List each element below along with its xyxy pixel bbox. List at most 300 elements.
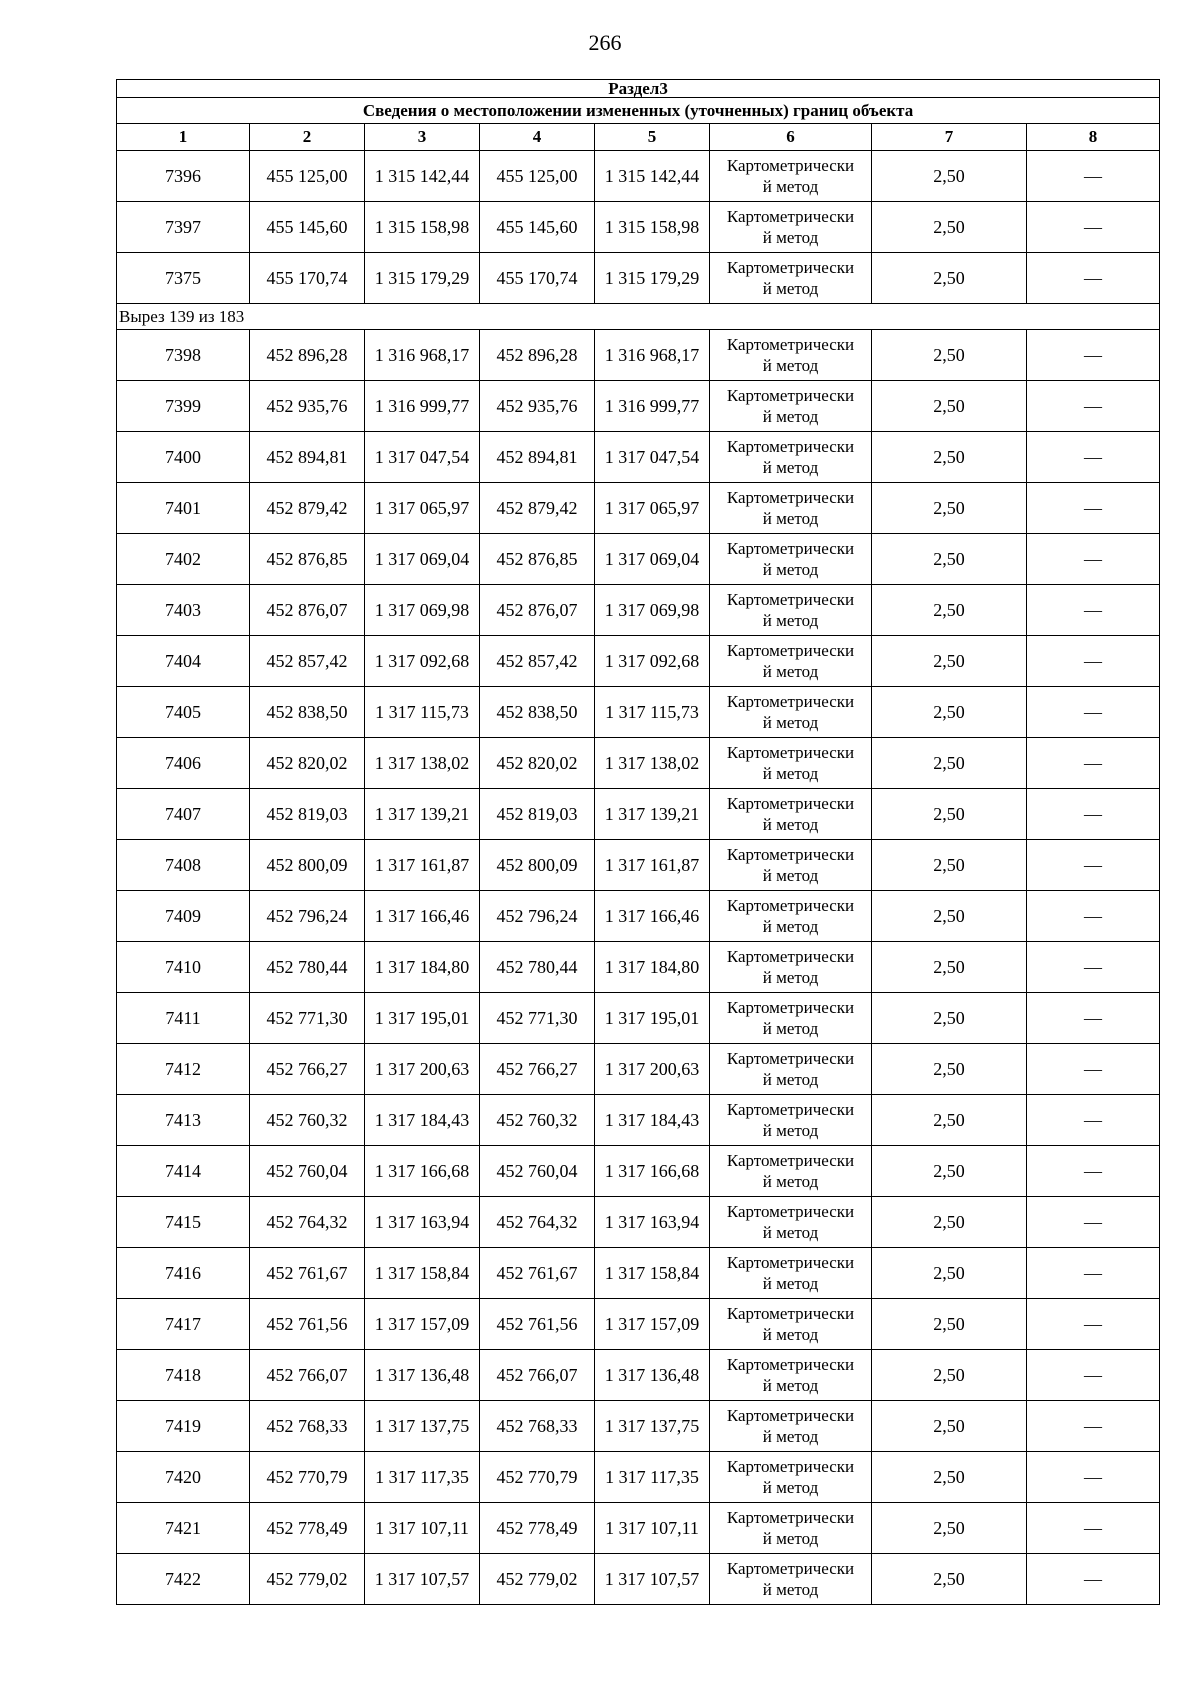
- existing-x-cell: 452 780,44: [250, 942, 365, 993]
- existing-x-cell: 452 820,02: [250, 738, 365, 789]
- method-line: й метод: [762, 1121, 819, 1140]
- refined-x-cell: 452 779,02: [480, 1554, 595, 1605]
- table-row: [117, 1197, 1160, 1248]
- existing-x-cell: 452 766,07: [250, 1350, 365, 1401]
- accuracy-cell: 2,50: [872, 891, 1027, 942]
- description-cell: —: [1027, 636, 1160, 687]
- point-number-cell: 7403: [117, 585, 250, 636]
- method-cell: [710, 1350, 872, 1401]
- section-label: Раздел3: [117, 80, 1160, 98]
- method-line: й метод: [762, 458, 819, 477]
- existing-y-cell: 1 317 200,63: [365, 1044, 480, 1095]
- point-number-cell: 7420: [117, 1452, 250, 1503]
- existing-y-cell: 1 315 179,29: [365, 253, 480, 304]
- existing-y-cell: 1 317 157,09: [365, 1299, 480, 1350]
- method-line: Картометрически: [726, 156, 855, 175]
- table-row: [117, 942, 1160, 993]
- description-cell: —: [1027, 789, 1160, 840]
- description-cell: —: [1027, 330, 1160, 381]
- method-line: Картометрически: [726, 1406, 855, 1425]
- refined-x-cell: 452 935,76: [480, 381, 595, 432]
- method-cell: [710, 534, 872, 585]
- refined-x-cell: 452 760,04: [480, 1146, 595, 1197]
- table-row: [117, 253, 1160, 304]
- method-cell: [710, 993, 872, 1044]
- existing-x-cell: 452 894,81: [250, 432, 365, 483]
- description-cell: —: [1027, 1503, 1160, 1554]
- method-line: Картометрически: [726, 845, 855, 864]
- method-line: й метод: [762, 1172, 819, 1191]
- description-cell: —: [1027, 1044, 1160, 1095]
- method-line: й метод: [762, 815, 819, 834]
- method-line: Картометрически: [726, 998, 855, 1017]
- existing-x-cell: 452 800,09: [250, 840, 365, 891]
- point-number-cell: 7401: [117, 483, 250, 534]
- table-row: [117, 1095, 1160, 1146]
- refined-y-cell: 1 317 047,54: [595, 432, 710, 483]
- existing-x-cell: 452 876,07: [250, 585, 365, 636]
- accuracy-cell: 2,50: [872, 840, 1027, 891]
- method-line: Картометрически: [726, 539, 855, 558]
- table-row: [117, 1299, 1160, 1350]
- method-line: й метод: [762, 560, 819, 579]
- existing-y-cell: 1 316 999,77: [365, 381, 480, 432]
- accuracy-cell: 2,50: [872, 789, 1027, 840]
- refined-y-cell: 1 315 142,44: [595, 151, 710, 202]
- existing-y-cell: 1 317 069,98: [365, 585, 480, 636]
- method-cell: [710, 483, 872, 534]
- method-line: Картометрически: [726, 1253, 855, 1272]
- refined-y-cell: 1 316 968,17: [595, 330, 710, 381]
- method-line: й метод: [762, 1427, 819, 1446]
- method-line: Картометрически: [726, 1151, 855, 1170]
- existing-y-cell: 1 317 184,43: [365, 1095, 480, 1146]
- method-line: Картометрически: [726, 437, 855, 456]
- accuracy-cell: 2,50: [872, 1350, 1027, 1401]
- description-cell: —: [1027, 1350, 1160, 1401]
- refined-y-cell: 1 317 107,57: [595, 1554, 710, 1605]
- table-row: [117, 1248, 1160, 1299]
- point-number-cell: 7417: [117, 1299, 250, 1350]
- existing-y-cell: 1 317 107,11: [365, 1503, 480, 1554]
- description-cell: —: [1027, 202, 1160, 253]
- existing-x-cell: 452 876,85: [250, 534, 365, 585]
- column-header: 4: [480, 124, 595, 151]
- existing-x-cell: 452 796,24: [250, 891, 365, 942]
- existing-x-cell: 452 761,56: [250, 1299, 365, 1350]
- description-cell: —: [1027, 687, 1160, 738]
- refined-x-cell: 455 125,00: [480, 151, 595, 202]
- method-cell: [710, 1452, 872, 1503]
- existing-x-cell: 455 170,74: [250, 253, 365, 304]
- refined-x-cell: 455 145,60: [480, 202, 595, 253]
- method-cell: [710, 1401, 872, 1452]
- description-cell: —: [1027, 483, 1160, 534]
- accuracy-cell: 2,50: [872, 151, 1027, 202]
- existing-x-cell: 452 760,04: [250, 1146, 365, 1197]
- refined-y-cell: 1 315 179,29: [595, 253, 710, 304]
- refined-y-cell: 1 317 161,87: [595, 840, 710, 891]
- accuracy-cell: 2,50: [872, 330, 1027, 381]
- point-number-cell: 7396: [117, 151, 250, 202]
- table-row: [117, 432, 1160, 483]
- point-number-cell: 7416: [117, 1248, 250, 1299]
- method-line: Картометрически: [726, 386, 855, 405]
- refined-y-cell: 1 315 158,98: [595, 202, 710, 253]
- existing-y-cell: 1 317 115,73: [365, 687, 480, 738]
- table-title: Сведения о местоположении измененных (уточненных) границ объекта: [117, 98, 1160, 124]
- refined-x-cell: 452 764,32: [480, 1197, 595, 1248]
- existing-x-cell: 452 778,49: [250, 1503, 365, 1554]
- refined-y-cell: 1 317 117,35: [595, 1452, 710, 1503]
- description-cell: —: [1027, 993, 1160, 1044]
- table-row: [117, 381, 1160, 432]
- accuracy-cell: 2,50: [872, 1044, 1027, 1095]
- accuracy-cell: 2,50: [872, 687, 1027, 738]
- description-cell: —: [1027, 840, 1160, 891]
- point-number-cell: 7413: [117, 1095, 250, 1146]
- refined-y-cell: 1 317 136,48: [595, 1350, 710, 1401]
- description-cell: —: [1027, 1554, 1160, 1605]
- point-number-cell: 7407: [117, 789, 250, 840]
- method-cell: [710, 202, 872, 253]
- method-line: й метод: [762, 764, 819, 783]
- description-cell: —: [1027, 381, 1160, 432]
- existing-x-cell: 452 935,76: [250, 381, 365, 432]
- method-cell: [710, 1044, 872, 1095]
- point-number-cell: 7400: [117, 432, 250, 483]
- description-cell: —: [1027, 738, 1160, 789]
- existing-x-cell: 452 766,27: [250, 1044, 365, 1095]
- existing-y-cell: 1 317 065,97: [365, 483, 480, 534]
- method-cell: [710, 151, 872, 202]
- existing-y-cell: 1 317 138,02: [365, 738, 480, 789]
- description-cell: —: [1027, 942, 1160, 993]
- accuracy-cell: 2,50: [872, 1146, 1027, 1197]
- point-number-cell: 7398: [117, 330, 250, 381]
- description-cell: —: [1027, 432, 1160, 483]
- description-cell: —: [1027, 534, 1160, 585]
- refined-y-cell: 1 317 137,75: [595, 1401, 710, 1452]
- accuracy-cell: 2,50: [872, 1554, 1027, 1605]
- method-line: Картометрически: [726, 488, 855, 507]
- method-cell: [710, 432, 872, 483]
- method-cell: [710, 738, 872, 789]
- existing-y-cell: 1 317 107,57: [365, 1554, 480, 1605]
- method-line: Картометрически: [726, 794, 855, 813]
- point-number-cell: 7412: [117, 1044, 250, 1095]
- method-line: й метод: [762, 1274, 819, 1293]
- method-cell: [710, 1095, 872, 1146]
- refined-y-cell: 1 317 195,01: [595, 993, 710, 1044]
- refined-y-cell: 1 317 069,98: [595, 585, 710, 636]
- existing-y-cell: 1 317 158,84: [365, 1248, 480, 1299]
- accuracy-cell: 2,50: [872, 432, 1027, 483]
- description-cell: —: [1027, 1197, 1160, 1248]
- column-header: 2: [250, 124, 365, 151]
- refined-y-cell: 1 317 139,21: [595, 789, 710, 840]
- accuracy-cell: 2,50: [872, 1452, 1027, 1503]
- existing-y-cell: 1 317 092,68: [365, 636, 480, 687]
- refined-x-cell: 452 770,79: [480, 1452, 595, 1503]
- column-header: 5: [595, 124, 710, 151]
- method-line: й метод: [762, 407, 819, 426]
- existing-y-cell: 1 317 184,80: [365, 942, 480, 993]
- existing-y-cell: 1 317 166,46: [365, 891, 480, 942]
- method-line: й метод: [762, 1376, 819, 1395]
- accuracy-cell: 2,50: [872, 993, 1027, 1044]
- table-row: [117, 202, 1160, 253]
- method-line: Картометрически: [726, 743, 855, 762]
- refined-y-cell: 1 317 069,04: [595, 534, 710, 585]
- accuracy-cell: 2,50: [872, 1299, 1027, 1350]
- method-cell: [710, 381, 872, 432]
- existing-x-cell: 452 896,28: [250, 330, 365, 381]
- table-row: [117, 789, 1160, 840]
- description-cell: —: [1027, 1299, 1160, 1350]
- page-number: 266: [588, 30, 622, 55]
- method-line: й метод: [762, 509, 819, 528]
- method-cell: [710, 1146, 872, 1197]
- accuracy-cell: 2,50: [872, 534, 1027, 585]
- refined-y-cell: 1 317 200,63: [595, 1044, 710, 1095]
- table-row: [117, 483, 1160, 534]
- refined-x-cell: 452 778,49: [480, 1503, 595, 1554]
- method-line: й метод: [762, 662, 819, 681]
- method-cell: [710, 253, 872, 304]
- method-line: й метод: [762, 611, 819, 630]
- accuracy-cell: 2,50: [872, 1401, 1027, 1452]
- description-cell: —: [1027, 1401, 1160, 1452]
- column-header: 3: [365, 124, 480, 151]
- method-line: й метод: [762, 356, 819, 375]
- refined-x-cell: 452 838,50: [480, 687, 595, 738]
- method-line: Картометрически: [726, 207, 855, 226]
- existing-x-cell: 452 768,33: [250, 1401, 365, 1452]
- existing-x-cell: 452 779,02: [250, 1554, 365, 1605]
- point-number-cell: 7408: [117, 840, 250, 891]
- refined-y-cell: 1 317 158,84: [595, 1248, 710, 1299]
- existing-x-cell: 452 761,67: [250, 1248, 365, 1299]
- refined-x-cell: 452 768,33: [480, 1401, 595, 1452]
- method-line: Картометрически: [726, 1457, 855, 1476]
- table-row: [117, 585, 1160, 636]
- table-row: [117, 1350, 1160, 1401]
- method-line: Картометрически: [726, 590, 855, 609]
- existing-y-cell: 1 317 139,21: [365, 789, 480, 840]
- point-number-cell: 7406: [117, 738, 250, 789]
- description-cell: —: [1027, 1095, 1160, 1146]
- refined-x-cell: 452 766,07: [480, 1350, 595, 1401]
- point-number-cell: 7404: [117, 636, 250, 687]
- refined-x-cell: 452 760,32: [480, 1095, 595, 1146]
- refined-y-cell: 1 317 157,09: [595, 1299, 710, 1350]
- refined-x-cell: 452 894,81: [480, 432, 595, 483]
- refined-x-cell: 452 761,56: [480, 1299, 595, 1350]
- method-line: й метод: [762, 279, 819, 298]
- existing-y-cell: 1 317 161,87: [365, 840, 480, 891]
- refined-x-cell: 452 796,24: [480, 891, 595, 942]
- accuracy-cell: 2,50: [872, 483, 1027, 534]
- point-number-cell: 7419: [117, 1401, 250, 1452]
- method-line: Картометрически: [726, 1304, 855, 1323]
- column-header: 1: [117, 124, 250, 151]
- refined-y-cell: 1 317 166,46: [595, 891, 710, 942]
- existing-x-cell: 452 764,32: [250, 1197, 365, 1248]
- method-line: й метод: [762, 1529, 819, 1548]
- method-line: Картометрически: [726, 896, 855, 915]
- method-line: Картометрически: [726, 335, 855, 354]
- method-line: й метод: [762, 1019, 819, 1038]
- existing-y-cell: 1 317 136,48: [365, 1350, 480, 1401]
- method-line: й метод: [762, 228, 819, 247]
- existing-y-cell: 1 315 142,44: [365, 151, 480, 202]
- method-line: й метод: [762, 177, 819, 196]
- method-line: й метод: [762, 1478, 819, 1497]
- existing-y-cell: 1 317 117,35: [365, 1452, 480, 1503]
- existing-x-cell: 452 838,50: [250, 687, 365, 738]
- method-line: Картометрически: [726, 1202, 855, 1221]
- accuracy-cell: 2,50: [872, 1503, 1027, 1554]
- table-row: [117, 1554, 1160, 1605]
- refined-x-cell: 452 879,42: [480, 483, 595, 534]
- method-line: й метод: [762, 1325, 819, 1344]
- column-header: 6: [710, 124, 872, 151]
- refined-x-cell: 452 771,30: [480, 993, 595, 1044]
- existing-x-cell: 452 770,79: [250, 1452, 365, 1503]
- point-number-cell: 7410: [117, 942, 250, 993]
- table-row: [117, 151, 1160, 202]
- refined-y-cell: 1 317 107,11: [595, 1503, 710, 1554]
- table-row: [117, 1503, 1160, 1554]
- point-number-cell: 7414: [117, 1146, 250, 1197]
- refined-x-cell: 452 896,28: [480, 330, 595, 381]
- refined-x-cell: 452 800,09: [480, 840, 595, 891]
- method-line: Картометрически: [726, 692, 855, 711]
- existing-x-cell: 452 879,42: [250, 483, 365, 534]
- table-row: [117, 636, 1160, 687]
- table-row: [117, 1401, 1160, 1452]
- subsection-row: [117, 304, 1160, 330]
- accuracy-cell: 2,50: [872, 585, 1027, 636]
- existing-y-cell: 1 317 047,54: [365, 432, 480, 483]
- table-row: [117, 1146, 1160, 1197]
- refined-x-cell: 452 876,85: [480, 534, 595, 585]
- accuracy-cell: 2,50: [872, 1197, 1027, 1248]
- refined-y-cell: 1 317 184,43: [595, 1095, 710, 1146]
- existing-x-cell: 452 771,30: [250, 993, 365, 1044]
- description-cell: —: [1027, 891, 1160, 942]
- method-line: й метод: [762, 713, 819, 732]
- existing-x-cell: 455 145,60: [250, 202, 365, 253]
- refined-x-cell: 452 761,67: [480, 1248, 595, 1299]
- point-number-cell: 7405: [117, 687, 250, 738]
- existing-y-cell: 1 316 968,17: [365, 330, 480, 381]
- accuracy-cell: 2,50: [872, 253, 1027, 304]
- refined-y-cell: 1 316 999,77: [595, 381, 710, 432]
- existing-x-cell: 452 819,03: [250, 789, 365, 840]
- description-cell: —: [1027, 1146, 1160, 1197]
- method-cell: [710, 1197, 872, 1248]
- description-cell: —: [1027, 253, 1160, 304]
- accuracy-cell: 2,50: [872, 381, 1027, 432]
- existing-x-cell: 452 760,32: [250, 1095, 365, 1146]
- boundary-coordinates-table: [116, 79, 1160, 1605]
- point-number-cell: 7418: [117, 1350, 250, 1401]
- refined-x-cell: 452 819,03: [480, 789, 595, 840]
- point-number-cell: 7411: [117, 993, 250, 1044]
- refined-y-cell: 1 317 166,68: [595, 1146, 710, 1197]
- method-line: й метод: [762, 1580, 819, 1599]
- method-cell: [710, 1299, 872, 1350]
- method-cell: [710, 330, 872, 381]
- method-cell: [710, 636, 872, 687]
- refined-y-cell: 1 317 163,94: [595, 1197, 710, 1248]
- refined-x-cell: 452 857,42: [480, 636, 595, 687]
- method-line: й метод: [762, 1070, 819, 1089]
- table-row: [117, 1452, 1160, 1503]
- method-line: Картометрически: [726, 258, 855, 277]
- existing-x-cell: 452 857,42: [250, 636, 365, 687]
- refined-x-cell: 452 820,02: [480, 738, 595, 789]
- method-line: й метод: [762, 968, 819, 987]
- point-number-cell: 7421: [117, 1503, 250, 1554]
- existing-y-cell: 1 317 195,01: [365, 993, 480, 1044]
- accuracy-cell: 2,50: [872, 202, 1027, 253]
- method-line: Картометрически: [726, 1049, 855, 1068]
- method-cell: [710, 840, 872, 891]
- point-number-cell: 7399: [117, 381, 250, 432]
- subsection-label: Вырез 139 из 183: [117, 304, 1160, 330]
- point-number-cell: 7402: [117, 534, 250, 585]
- method-cell: [710, 585, 872, 636]
- method-cell: [710, 789, 872, 840]
- method-cell: [710, 1554, 872, 1605]
- table-row: [117, 738, 1160, 789]
- accuracy-cell: 2,50: [872, 942, 1027, 993]
- existing-y-cell: 1 315 158,98: [365, 202, 480, 253]
- method-line: Картометрически: [726, 641, 855, 660]
- refined-y-cell: 1 317 065,97: [595, 483, 710, 534]
- existing-y-cell: 1 317 137,75: [365, 1401, 480, 1452]
- accuracy-cell: 2,50: [872, 1095, 1027, 1146]
- accuracy-cell: 2,50: [872, 738, 1027, 789]
- description-cell: —: [1027, 151, 1160, 202]
- method-cell: [710, 891, 872, 942]
- method-line: Картометрически: [726, 1355, 855, 1374]
- refined-y-cell: 1 317 184,80: [595, 942, 710, 993]
- method-line: Картометрически: [726, 947, 855, 966]
- method-line: й метод: [762, 1223, 819, 1242]
- refined-y-cell: 1 317 092,68: [595, 636, 710, 687]
- column-header-row: [117, 124, 1160, 151]
- point-number-cell: 7397: [117, 202, 250, 253]
- method-cell: [710, 1248, 872, 1299]
- refined-x-cell: 452 780,44: [480, 942, 595, 993]
- existing-y-cell: 1 317 163,94: [365, 1197, 480, 1248]
- table-row: [117, 1044, 1160, 1095]
- table-row: [117, 687, 1160, 738]
- table-row: [117, 891, 1160, 942]
- refined-y-cell: 1 317 115,73: [595, 687, 710, 738]
- description-cell: —: [1027, 1452, 1160, 1503]
- method-line: Картометрически: [726, 1100, 855, 1119]
- point-number-cell: 7422: [117, 1554, 250, 1605]
- accuracy-cell: 2,50: [872, 1248, 1027, 1299]
- method-line: й метод: [762, 917, 819, 936]
- point-number-cell: 7409: [117, 891, 250, 942]
- description-cell: —: [1027, 585, 1160, 636]
